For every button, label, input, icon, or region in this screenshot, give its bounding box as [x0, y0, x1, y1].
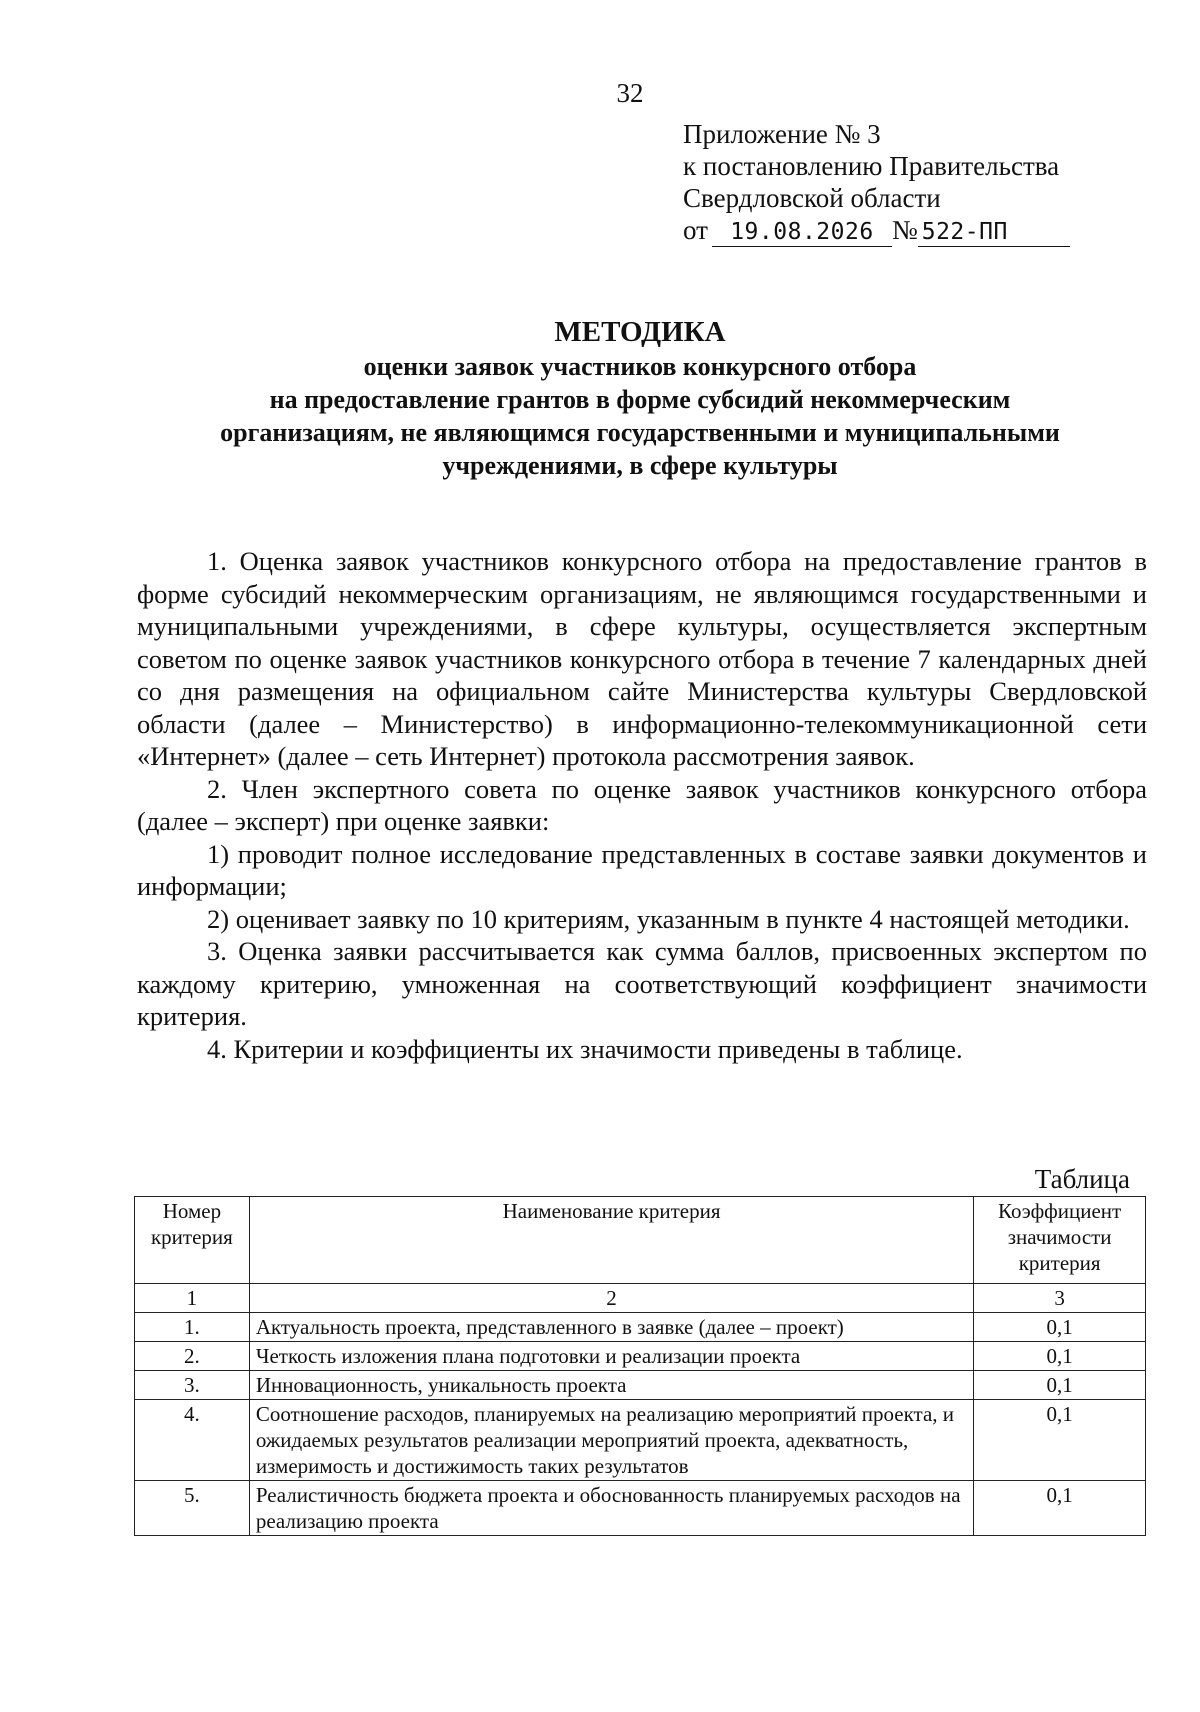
index-cell: 3 — [974, 1284, 1146, 1313]
criterion-number: 1. — [135, 1313, 250, 1342]
title-line-2: на предоставление грантов в форме субсидий некоммерческим — [269, 385, 1011, 414]
criterion-name: Соотношение расходов, планируемых на реализацию мероприятий проекта, и ожидаемых результатов реализации мероприятий проекта, адекватность, измеримость и достижимость таких результатов — [249, 1400, 973, 1481]
title-line-3: организациям, не являющимся государственными и муниципальными — [220, 418, 1060, 447]
criterion-name: Актуальность проекта, представленного в заявке (далее – проект) — [249, 1313, 973, 1342]
criterion-coefficient: 0,1 — [974, 1400, 1146, 1481]
paragraph: 2. Член экспертного совета по оценке заявок участников конкурсного отбора (далее – эксперт) при оценке заявки: — [137, 773, 1147, 836]
table-row — [135, 1313, 1146, 1342]
index-cell: 2 — [249, 1284, 973, 1313]
title-line-4: учреждениями, в сфере культуры — [442, 451, 838, 480]
appendix-line-1: Приложение № 3 — [683, 119, 881, 149]
paragraph: 2) оценивает заявку по 10 критериям, указанным в пункте 4 настоящей методики. — [207, 903, 1130, 934]
document-title — [120, 314, 1160, 482]
header-num: Номер критерия — [135, 1197, 250, 1284]
appendix-line-2: к постановлению Правительства — [683, 151, 1060, 181]
appendix-block — [683, 118, 1070, 247]
appendix-date-line — [683, 214, 1070, 247]
decree-number: 522-ПП — [918, 218, 1070, 247]
criterion-name: Четкость изложения плана подготовки и реализации проекта — [249, 1342, 973, 1371]
paragraph: 1) проводит полное исследование представленных в составе заявки документов и информации; — [137, 838, 1147, 901]
criterion-coefficient: 0,1 — [974, 1371, 1146, 1400]
date-prefix: от — [683, 215, 708, 245]
table-row — [135, 1371, 1146, 1400]
criteria-table — [134, 1196, 1146, 1536]
decree-date: 19.08.2026 — [712, 218, 892, 247]
criterion-number: 4. — [135, 1400, 250, 1481]
page-number: 32 — [616, 78, 644, 108]
criterion-number: 5. — [135, 1481, 250, 1536]
paragraph: 3. Оценка заявки рассчитывается как сумма баллов, присвоенных экспертом по каждому критерию, умноженная на соответствующий коэффициент значимости критерия. — [137, 936, 1147, 1031]
criterion-coefficient: 0,1 — [974, 1313, 1146, 1342]
number-prefix: № — [891, 215, 918, 245]
paragraph: 1. Оценка заявок участников конкурсного отбора на предоставление грантов в форме субсидий некоммерческим организациям, не являющимся государственными и муниципальными учреждениями, в сфере культуры, осуществляется экспертным советом по оценке заявок участников конкурсного отбора в течение 7 календарных дней со дня размещения на официальном сайте Министерства культуры Свердловской области (далее – Министерство) в информационно-телекоммуникационной сети «Интернет» (далее – сеть Интернет) протокола рассмотрения заявок. — [137, 546, 1147, 771]
title-line-1: оценки заявок участников конкурсного отбора — [363, 352, 917, 381]
table-header-row — [135, 1197, 1146, 1284]
criterion-coefficient: 0,1 — [974, 1342, 1146, 1371]
table-caption: Таблица — [1034, 1164, 1130, 1194]
document-body — [137, 545, 1147, 1065]
table-row — [135, 1342, 1146, 1371]
criterion-coefficient: 0,1 — [974, 1481, 1146, 1536]
table-index-row — [135, 1284, 1146, 1313]
criterion-number: 3. — [135, 1371, 250, 1400]
title-main: МЕТОДИКА — [554, 316, 726, 348]
table-row — [135, 1400, 1146, 1481]
criterion-number: 2. — [135, 1342, 250, 1371]
index-cell: 1 — [135, 1284, 250, 1313]
appendix-line-3: Свердловской области — [683, 183, 941, 213]
paragraph: 4. Критерии и коэффициенты их значимости приведены в таблице. — [207, 1033, 963, 1064]
criterion-name: Реалистичность бюджета проекта и обоснованность планируемых расходов на реализацию проекта — [249, 1481, 973, 1536]
table-row — [135, 1481, 1146, 1536]
criterion-name: Инновационность, уникальность проекта — [249, 1371, 973, 1400]
header-coef: Коэффициент значимости критерия — [974, 1197, 1146, 1284]
header-name: Наименование критерия — [249, 1197, 973, 1284]
